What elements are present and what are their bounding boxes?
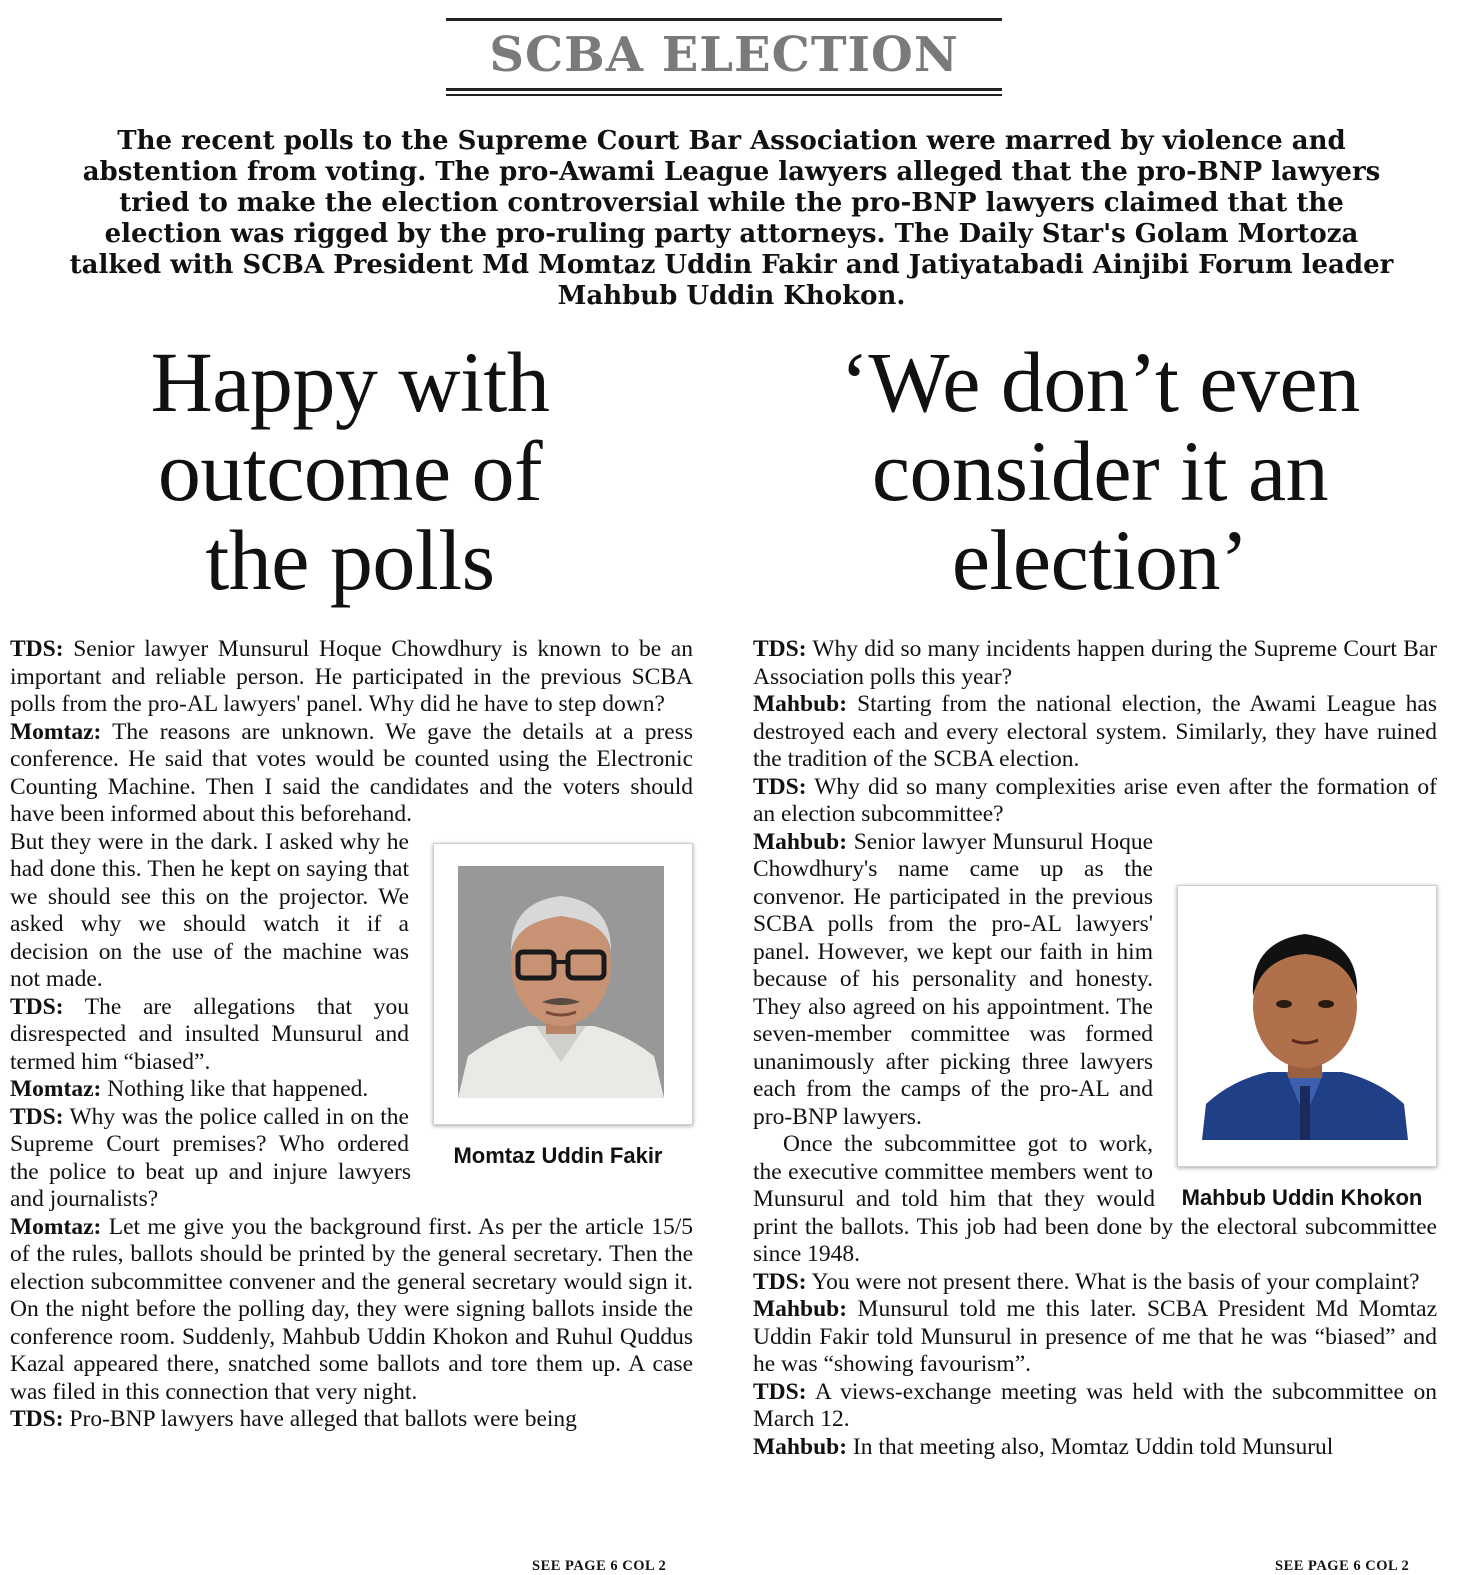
speaker-label: Mahbub: bbox=[753, 691, 848, 717]
speaker-label: TDS: bbox=[10, 993, 64, 1020]
portrait-mahbub-illustration bbox=[1202, 908, 1408, 1140]
qa-paragraph bbox=[753, 636, 1437, 691]
paragraph-text: Pro-BNP lawyers have alleged that ballots were being bbox=[63, 1406, 577, 1432]
speaker-label: Momtaz: bbox=[10, 718, 102, 745]
qa-paragraph bbox=[10, 636, 693, 719]
qa-paragraph bbox=[753, 1434, 1437, 1462]
jump-line-right: SEE PAGE 6 COL 2 bbox=[1275, 1558, 1410, 1574]
paragraph-text: Nothing like that happened. bbox=[101, 1076, 369, 1102]
portrait-image bbox=[458, 866, 664, 1098]
paragraph-text: Once the subcommittee got to work, the executive committee members went to Munsurul and told him that they would print the ballots. This job had been done by the electoral subcommittee since 1948. bbox=[753, 1131, 1437, 1267]
paragraph-text: The are allegations that you disrespected and insulted Munsurul and termed him “biased”. bbox=[10, 993, 409, 1075]
masthead-rule-top bbox=[446, 18, 1002, 21]
photo-caption-momtaz: Momtaz Uddin Fakir bbox=[453, 1142, 663, 1168]
qa-paragraph bbox=[10, 1214, 693, 1407]
headline-left-line: the polls bbox=[205, 512, 495, 608]
interview-right-column bbox=[753, 636, 1437, 1461]
interview-left-column bbox=[10, 636, 693, 1434]
paragraph-text: The reasons are unknown. We gave the details at a press conference. He said that votes would be counted using the Electronic Counting Machine. Then I said the candidates and the voters should have been informed about this beforehand. bbox=[10, 718, 693, 827]
qa-paragraph bbox=[753, 774, 1437, 829]
paragraph-text: Senior lawyer Munsurul Hoque Chowdhury is known to be an important and reliable person. He participated in the previous SCBA polls from the pro-AL lawyers' panel. Why did he have to step down? bbox=[10, 636, 693, 717]
headline-right-line: consider it an bbox=[871, 423, 1329, 519]
speaker-label: Mahbub: bbox=[753, 828, 848, 855]
section-masthead bbox=[446, 18, 1002, 96]
speaker-label: Momtaz: bbox=[10, 1213, 102, 1240]
speaker-label: TDS: bbox=[10, 1406, 64, 1432]
qa-paragraph bbox=[753, 1296, 1437, 1379]
qa-paragraph bbox=[10, 719, 693, 829]
masthead-rule-bottom-thin bbox=[446, 94, 1002, 96]
paragraph-text: In that meeting also, Momtaz Uddin told Munsurul bbox=[847, 1433, 1334, 1460]
portrait-image bbox=[1202, 908, 1408, 1140]
paragraph-text: But they were in the dark. I asked why he had done this. Then he kept on saying that we should see this on the projector. We asked why we should watch it if a decision on the use of the machine was not made. bbox=[10, 828, 409, 992]
qa-paragraph bbox=[10, 1406, 693, 1434]
speaker-label: TDS: bbox=[753, 773, 807, 800]
paragraph-text: Why did so many incidents happen during the Supreme Court Bar Association polls this year? bbox=[753, 636, 1437, 690]
paragraph-text: Senior lawyer Munsurul Hoque Chowdhury's name came up as the convenor. He participated in the previous SCBA polls from the pro-AL lawyers' panel. However, we kept our faith in him because of his personality and honesty. They also agreed on his appointment. The seven-member committee was formed unanimously after picking three lawyers each from the camps of the pro-AL and pro-BNP lawyers. bbox=[753, 828, 1153, 1130]
qa-paragraph bbox=[753, 1269, 1437, 1297]
paragraph-text: Why was the police called in on the Supreme Court premises? Who ordered the police to beat up and injure lawyers and journalists? bbox=[10, 1103, 411, 1212]
portrait-photo-momtaz bbox=[433, 843, 693, 1125]
speaker-label: TDS: bbox=[753, 1268, 807, 1295]
speaker-label: TDS: bbox=[753, 1378, 807, 1405]
speaker-label: TDS: bbox=[753, 636, 807, 662]
speaker-label: Mahbub: bbox=[753, 1296, 848, 1322]
paragraph-text: Munsurul told me this later. SCBA President Md Momtaz Uddin Fakir told Munsurul in presence of me that he was “biased” and he was “showing favourism”. bbox=[753, 1296, 1437, 1377]
paragraph-text: Starting from the national election, the Awami League has destroyed each and every electoral system. Similarly, they have ruined the tradition of the SCBA election. bbox=[753, 691, 1437, 772]
qa-paragraph bbox=[753, 1379, 1437, 1434]
headline-right-line: election’ bbox=[951, 512, 1249, 608]
masthead-rule-bottom bbox=[446, 88, 1002, 91]
paragraph-text: You were not present there. What is the basis of your complaint? bbox=[806, 1268, 1420, 1295]
headline-left-line: outcome of bbox=[157, 423, 543, 519]
headline-right bbox=[780, 334, 1420, 608]
speaker-label: Momtaz: bbox=[10, 1076, 102, 1102]
paragraph-text: A views-exchange meeting was held with the subcommittee on March 12. bbox=[753, 1378, 1437, 1432]
headline-left-line: Happy with bbox=[150, 334, 550, 430]
section-title: SCBA ELECTION bbox=[489, 27, 959, 83]
speaker-label: TDS: bbox=[10, 636, 64, 662]
headline-left bbox=[40, 334, 660, 608]
paragraph-text: Let me give you the background first. As per the article 15/5 of the rules, ballots should be printed by the general secretary. Then the election subcommittee convener and the general secretary would sign it. On the night before the polling day, they were signing ballots inside the conference room. Suddenly, Mahbub Uddin Khokon and Ruhul Quddus Kazal appeared there, snatched some ballots and tore them up. A case was filed in this connection that very night. bbox=[10, 1213, 693, 1405]
jump-line-left: SEE PAGE 6 COL 2 bbox=[532, 1558, 667, 1574]
intro-standfirst: The recent polls to the Supreme Court Bar Association were marred by violence and abstention from voting. The pro-Awami League lawyers alleged that the pro-BNP lawyers tried to make the election controversial while the pro-BNP lawyers claimed that the election was rigged by the pro-ruling party attorneys. The Daily Star's Golam Mortoza talked with SCBA President Md Momtaz Uddin Fakir and Jatiyatabadi Ainjibi Forum leader Mahbub Uddin Khokon. bbox=[69, 126, 1394, 311]
photo-caption-mahbub: Mahbub Uddin Khokon bbox=[1181, 1184, 1423, 1210]
qa-paragraph bbox=[753, 691, 1437, 774]
portrait-momtaz-illustration bbox=[458, 866, 664, 1098]
headline-right-line: ‘We don’t even bbox=[840, 334, 1360, 430]
speaker-label: Mahbub: bbox=[753, 1433, 848, 1460]
portrait-photo-mahbub bbox=[1177, 885, 1437, 1167]
paragraph-text: Why did so many complexities arise even after the formation of an election subcommittee? bbox=[753, 773, 1437, 827]
speaker-label: TDS: bbox=[10, 1103, 64, 1130]
